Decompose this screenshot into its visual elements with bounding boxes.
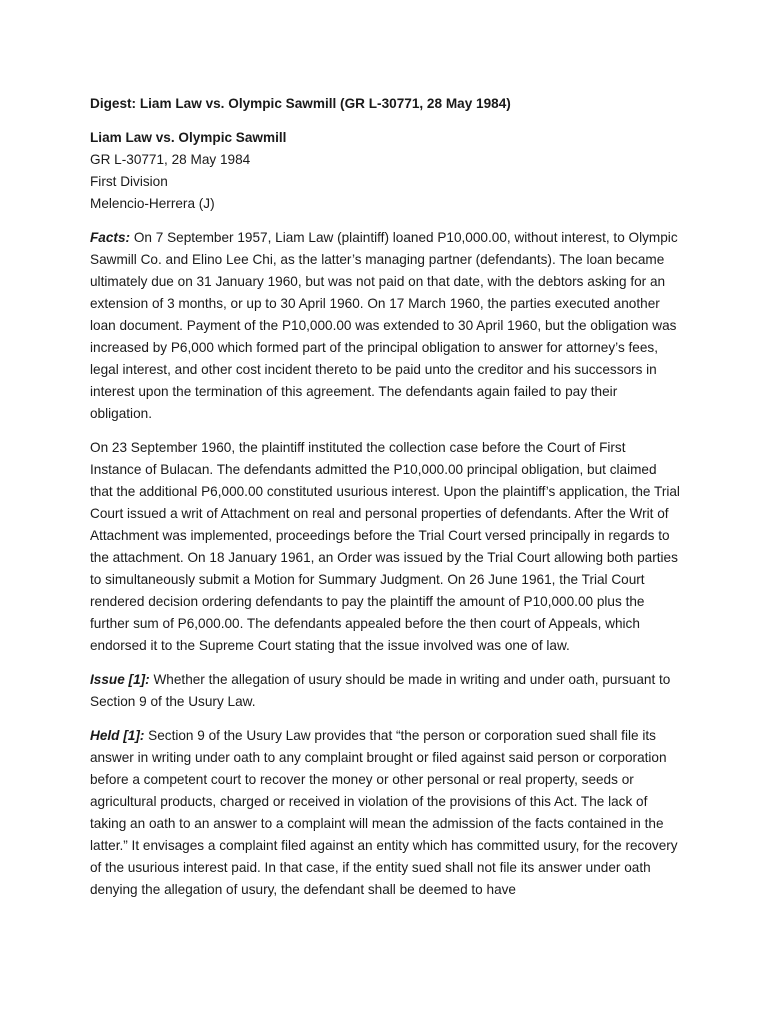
- facts-paragraph: [90, 227, 680, 425]
- held-text: Section 9 of the Usury Law provides that “the person or corporation sued shall file its answer in writing under oath to any complaint brought or filed against said person or corporation before a competent court to recover the money or other personal or real property, seeds or agricultural products, charged or received in violation of the provisions of this Act. The lack of taking an oath to an answer to a complaint will mean the admission of the facts contained in the latter.” It envisages a complaint filed against an entity which has committed usury, for the recovery of the usurious interest paid. In that case, if the entity sued shall not file its answer under oath denying the allegation of usury, the defendant shall be deemed to have: [90, 728, 678, 897]
- issue-text: Whether the allegation of usury should be made in writing and under oath, pursuant to Section 9 of the Usury Law.: [90, 672, 671, 709]
- procedure-paragraph: On 23 September 1960, the plaintiff instituted the collection case before the Court of First Instance of Bulacan. The defendants admitted the P10,000.00 principal obligation, but claimed that the additional P6,000.00 constituted usurious interest. Upon the plaintiff’s application, the Trial Court issued a writ of Attachment on real and personal properties of defendants. After the Writ of Attachment was implemented, proceedings before the Trial Court versed principally in regards to the attachment. On 18 January 1961, an Order was issued by the Trial Court allowing both parties to simultaneously submit a Motion for Summary Judgment. On 26 June 1961, the Trial Court rendered decision ordering defendants to pay the plaintiff the amount of P10,000.00 plus the further sum of P6,000.00. The defendants appealed before the then court of Appeals, which endorsed it to the Supreme Court stating that the issue involved was one of law.: [90, 440, 680, 653]
- case-ponente: Melencio-Herrera (J): [90, 196, 215, 211]
- case-header: [90, 127, 680, 215]
- issue-paragraph: [90, 669, 680, 713]
- facts-text: On 7 September 1957, Liam Law (plaintiff) loaned P10,000.00, without interest, to Olympic Sawmill Co. and Elino Lee Chi, as the latter’s managing partner (defendants). The loan became ultimately due on 31 January 1960, but was not paid on that date, with the debtors asking for an extension of 3 months, or up to 30 April 1960. On 17 March 1960, the parties executed another loan document. Payment of the P10,000.00 was extended to 30 April 1960, but the obligation was increased by P6,000 which formed part of the principal obligation to answer for attorney’s fees, legal interest, and other cost incident thereto to be paid unto the creditor and his successors in interest upon the termination of this agreement. The defendants again failed to pay their obligation.: [90, 230, 678, 421]
- issue-label: Issue [1]:: [90, 672, 150, 687]
- document-title: Digest: Liam Law vs. Olympic Sawmill (GR L-30771, 28 May 1984): [90, 96, 511, 111]
- case-division: First Division: [90, 174, 168, 189]
- held-paragraph: [90, 725, 680, 901]
- facts-label: Facts:: [90, 230, 131, 245]
- case-gr-number: GR L-30771, 28 May 1984: [90, 152, 251, 167]
- held-label: Held [1]:: [90, 728, 145, 743]
- document-page: [90, 93, 680, 913]
- case-name: Liam Law vs. Olympic Sawmill: [90, 130, 287, 145]
